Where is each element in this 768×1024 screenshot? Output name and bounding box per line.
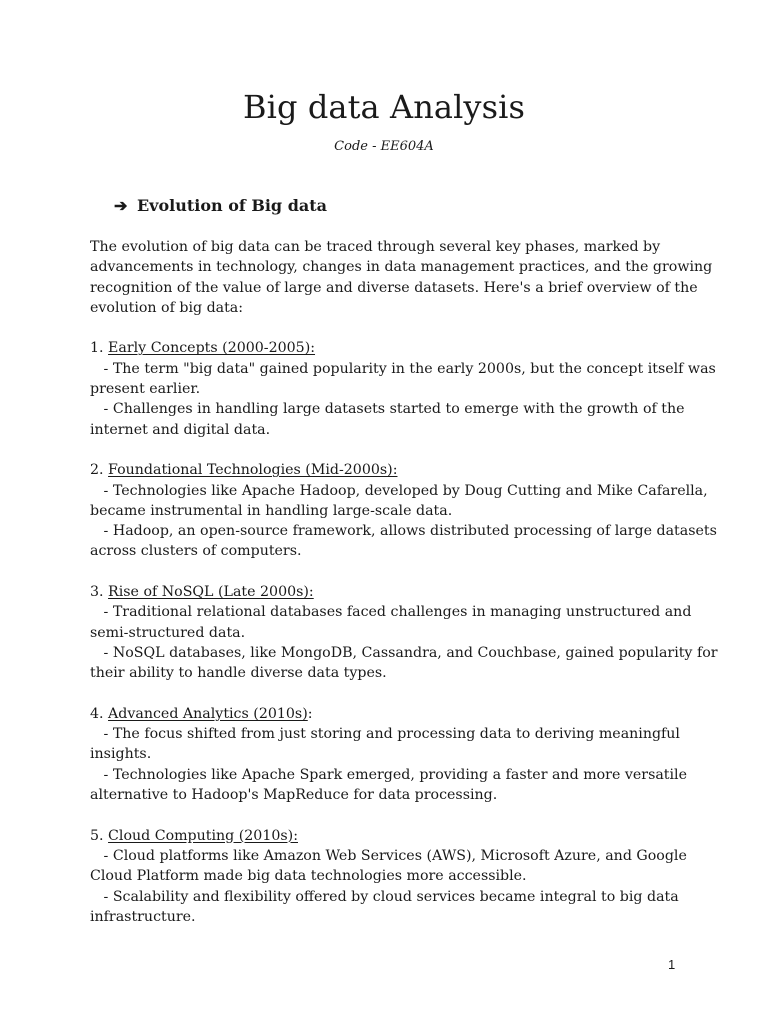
text-line: - Challenges in handling large datasets started to emerge with the growth of the [90, 401, 685, 418]
text-line: semi-structured data. [90, 624, 246, 641]
page-number: 1 [668, 957, 676, 972]
list-item-title [90, 704, 680, 724]
text-line: alternative to Hadoop's MapReduce for data processing. [90, 787, 498, 804]
text-line: advancements in technology, changes in data management practices, and the growing [90, 259, 713, 276]
text-line: - Hadoop, an open-source framework, allows distributed processing of large datasets [90, 523, 717, 540]
text-line: - Technologies like Apache Spark emerged, providing a faster and more versatile [90, 766, 687, 783]
list-item [90, 338, 716, 439]
list-item-number: 2. [90, 462, 109, 479]
intro-paragraph [90, 237, 713, 318]
text-line: insights. [90, 746, 152, 763]
list-item-number: 3. [90, 584, 109, 601]
text-line: - Technologies like Apache Hadoop, developed by Doug Cutting and Mike Cafarella, [90, 482, 708, 499]
list-item-title [90, 338, 680, 358]
text-line: evolution of big data: [90, 299, 244, 316]
list-item [90, 826, 687, 927]
list-item-number: 5. [90, 827, 109, 844]
list-item-suffix: : [307, 705, 313, 722]
text-line: became instrumental in handling large-scale data. [90, 502, 453, 519]
text-line: The evolution of big data can be traced through several key phases, marked by [90, 239, 661, 255]
list-item-title [90, 826, 680, 846]
text-line: infrastructure. [90, 908, 196, 925]
list-item [90, 460, 717, 561]
list-item-heading: Foundational Technologies (Mid-2000s): [108, 462, 398, 479]
text-line: - The focus shifted from just storing and processing data to deriving meaningful [90, 726, 680, 743]
list-item [90, 704, 687, 805]
text-line: their ability to handle diverse data types. [90, 665, 387, 682]
section-heading [114, 196, 327, 215]
list-item-heading: Early Concepts (2000-2005): [108, 340, 316, 357]
list-item-heading: Cloud Computing (2010s): [108, 827, 298, 844]
list-item-heading: Rise of NoSQL (Late 2000s): [108, 584, 314, 601]
text-line: - Scalability and flexibility offered by cloud services became integral to big data [90, 888, 679, 905]
text-line: - Traditional relational databases faced challenges in managing unstructured and [90, 604, 692, 621]
list-item-title [90, 582, 680, 602]
arrow-right-icon: ➔ [114, 196, 128, 215]
document-body [90, 237, 718, 927]
text-line: internet and digital data. [90, 421, 271, 438]
page-title: Big data Analysis [243, 88, 525, 126]
text-line: - The term "big data" gained popularity in the early 2000s, but the concept itself was [90, 360, 716, 377]
list-item-title [90, 460, 680, 480]
text-line: - NoSQL databases, like MongoDB, Cassandra, and Couchbase, gained popularity for [90, 644, 718, 661]
text-line: - Cloud platforms like Amazon Web Services (AWS), Microsoft Azure, and Google [90, 847, 687, 864]
list-item-number: 1. [90, 340, 109, 357]
text-line: Cloud Platform made big data technologies more accessible. [90, 868, 527, 885]
text-line: across clusters of computers. [90, 543, 302, 560]
list-item-number: 4. [90, 705, 109, 722]
course-code: Code - EE604A [334, 139, 434, 154]
text-line: present earlier. [90, 381, 201, 398]
list-item-heading: Advanced Analytics (2010s) [108, 705, 308, 722]
list-item [90, 582, 718, 683]
section-heading-text: Evolution of Big data [136, 196, 327, 215]
text-line: recognition of the value of large and diverse datasets. Here's a brief overview of the [90, 279, 698, 296]
